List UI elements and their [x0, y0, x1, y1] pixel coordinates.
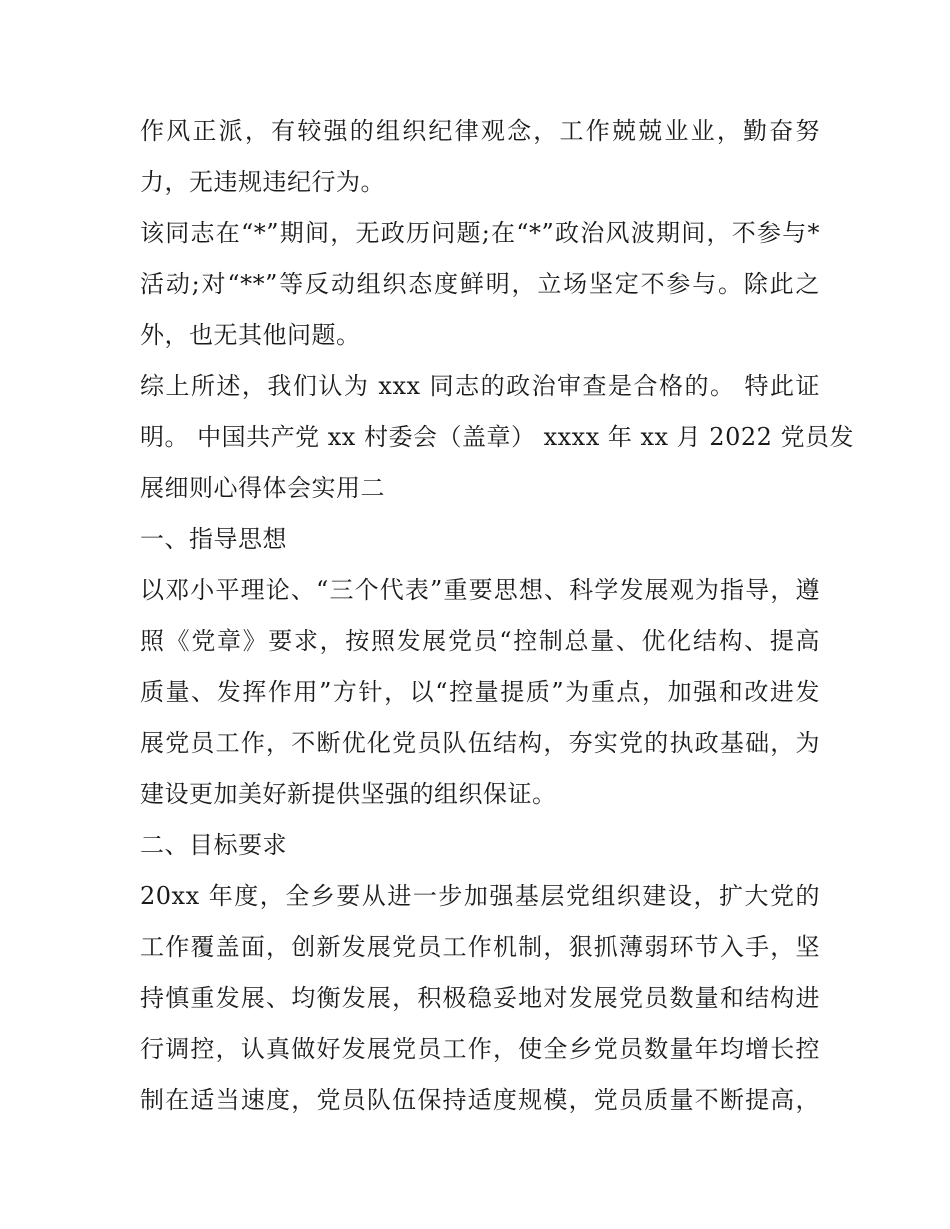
text-line: 展细则心得体会实用二	[140, 474, 385, 502]
text-line: 活动;对“**”等反动组织态度鲜明，立场坚定不参与。除此之	[140, 270, 820, 298]
text-line: 制在适当速度，党员队伍保持适度规模，党员质量不断提高，	[140, 1086, 820, 1114]
text-line: 力，无违规违纪行为。	[140, 168, 385, 196]
text-line: 20xx 年度，全乡要从进一步加强基层党组织建设，扩大党的	[140, 882, 820, 910]
text-line: 该同志在“*”期间，无政历问题;在“*”政治风波期间，不参与*	[140, 219, 820, 247]
text-line: 综上所述，我们认为 xxx 同志的政治审查是合格的。 特此证	[140, 372, 820, 400]
text-line: 建设更加美好新提供坚强的组织保证。	[140, 780, 557, 808]
document-body	[140, 106, 855, 1126]
section-heading: 二、目标要求	[140, 831, 287, 859]
text-line: 行调控，认真做好发展党员工作，使全乡党员数量年均增长控	[140, 1035, 820, 1063]
text-line: 外，也无其他问题。	[140, 321, 361, 349]
text-line: 工作覆盖面，创新发展党员工作机制，狠抓薄弱环节入手，坚	[140, 933, 820, 961]
section-heading: 一、指导思想	[140, 525, 287, 553]
text-line: 持慎重发展、均衡发展，积极稳妥地对发展党员数量和结构进	[140, 984, 820, 1012]
text-line: 作风正派，有较强的组织纪律观念，工作兢兢业业，勤奋努	[140, 117, 820, 145]
text-line: 质量、发挥作用”方针，以“控量提质”为重点，加强和改进发	[140, 678, 820, 706]
text-line: 照《党章》要求，按照发展党员“控制总量、优化结构、提高	[140, 627, 820, 655]
text-line: 明。 中国共产党 xx 村委会（盖章） xxxx 年 xx 月 2022 党员发	[140, 423, 855, 451]
text-line: 以邓小平理论、“三个代表”重要思想、科学发展观为指导，遵	[140, 576, 820, 604]
text-line: 展党员工作，不断优化党员队伍结构，夯实党的执政基础，为	[140, 729, 820, 757]
